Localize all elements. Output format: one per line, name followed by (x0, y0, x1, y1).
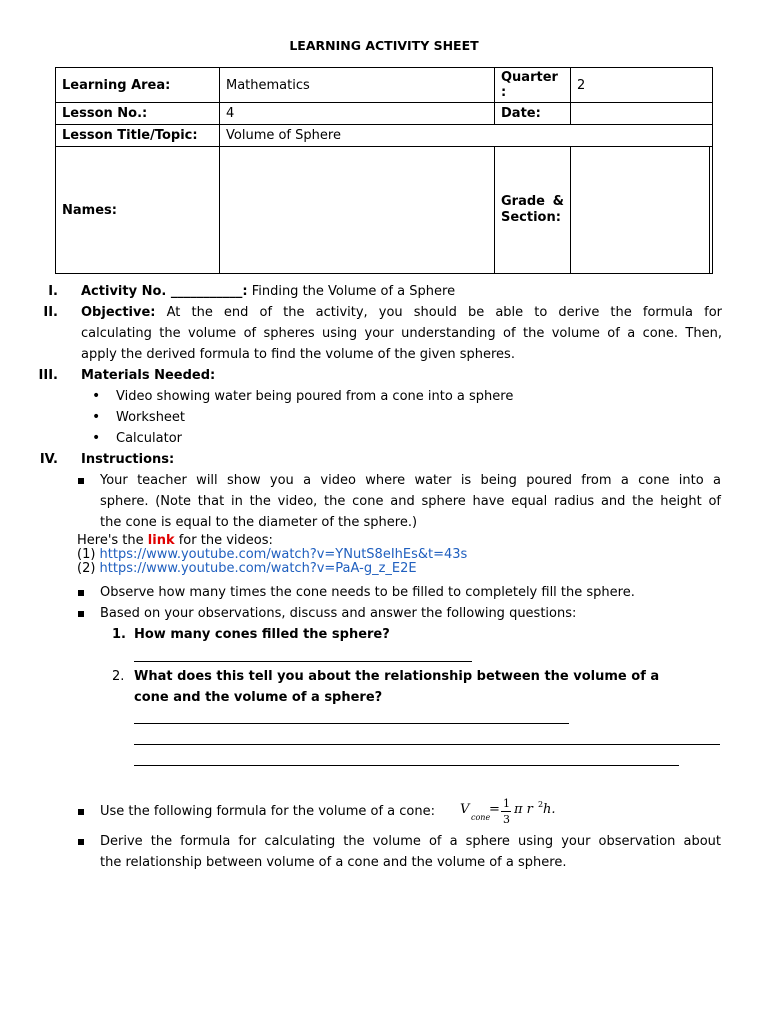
grade-section-label: Grade & Section: (495, 147, 571, 274)
link-intro: Here's the link for the videos: (77, 533, 273, 548)
answer-line-4[interactable] (134, 765, 679, 766)
cone-volume-formula: V cone = 1 3 π r 2 h. (460, 797, 556, 826)
answer-line-3[interactable] (134, 744, 720, 745)
page-title: LEARNING ACTIVITY SHEET (289, 38, 479, 53)
section-i-number: I. (48, 284, 58, 299)
quarter-value[interactable]: 2 (571, 68, 713, 103)
instruction-p1-line-2: sphere. (Note that in the video, the cone and sphere have equal radius and the height of (100, 494, 721, 509)
material-item: Worksheet (116, 410, 186, 425)
date-label: Date: (495, 103, 571, 125)
link-word: link (147, 533, 175, 548)
video-link-2: (2) https://www.youtube.com/watch?v=PaA-g_z_E2E (77, 561, 417, 576)
video-link-2-url[interactable]: https://www.youtube.com/watch?v=PaA-g_z_E2E (99, 561, 417, 576)
lesson-title-value[interactable]: Volume of Sphere (220, 125, 713, 147)
learning-area-label: Learning Area: (56, 68, 220, 103)
question-2-line-1: What does this tell you about the relationship between the volume of a (134, 669, 660, 684)
objective-line-2: calculating the volume of spheres using your understanding of the volume of a cone. Then, (81, 326, 722, 341)
instructions-heading: Instructions: (81, 452, 175, 467)
lesson-no-label: Lesson No.: (56, 103, 220, 125)
square-bullet-icon (78, 809, 84, 815)
date-value[interactable] (571, 103, 713, 125)
observe-instruction: Observe how many times the cone needs to be filled to completely fill the sphere. (100, 585, 635, 600)
answer-line-2[interactable] (134, 723, 569, 724)
video-link-1-url[interactable]: https://www.youtube.com/watch?v=YNutS8eIhEs&t=43s (99, 547, 468, 562)
material-item: Video showing water being poured from a cone into a sphere (116, 389, 514, 404)
video-link-1: (1) https://www.youtube.com/watch?v=YNutS8eIhEs&t=43s (77, 547, 468, 562)
section-ii-number: II. (43, 305, 58, 320)
section-i-text: Activity No. ___________: Finding the Volume of a Sphere (81, 284, 456, 299)
objective-line-3: apply the derived formula to find the volume of the given spheres. (81, 347, 515, 362)
square-bullet-icon (78, 590, 84, 596)
instruction-p1-line-1: Your teacher will show you a video where water is being poured from a cone into a (100, 473, 721, 488)
square-bullet-icon (78, 478, 84, 484)
derive-line-1: Derive the formula for calculating the volume of a sphere using your observation about (100, 834, 721, 849)
names-label: Names: (56, 147, 220, 274)
question-1-text: How many cones filled the sphere? (134, 627, 390, 642)
instruction-p1-line-3: the cone is equal to the diameter of the sphere.) (100, 515, 418, 530)
square-bullet-icon (78, 611, 84, 617)
based-instruction: Based on your observations, discuss and answer the following questions: (100, 606, 577, 621)
section-iii-number: III. (38, 368, 58, 383)
question-2-number: 2. (112, 669, 125, 684)
quarter-label: Quarter : (495, 68, 571, 103)
question-2-line-2: cone and the volume of a sphere? (134, 690, 383, 705)
question-1-number: 1. (112, 627, 126, 642)
learning-area-value[interactable]: Mathematics (220, 68, 495, 103)
materials-heading: Materials Needed: (81, 368, 216, 383)
material-item: Calculator (116, 431, 183, 446)
section-iv-number: IV. (39, 452, 58, 467)
square-bullet-icon (78, 839, 84, 845)
names-field[interactable] (220, 147, 495, 274)
info-table (55, 67, 713, 274)
answer-line-1[interactable] (134, 661, 472, 662)
bullet-dot-icon: • (92, 430, 101, 446)
bullet-dot-icon: • (92, 409, 101, 425)
lesson-no-value[interactable]: 4 (220, 103, 495, 125)
grade-section-field[interactable] (571, 147, 713, 274)
derive-line-2: the relationship between volume of a cone and the volume of a sphere. (100, 855, 567, 870)
bullet-dot-icon: • (92, 388, 101, 404)
use-formula-text: Use the following formula for the volume of a cone: (100, 804, 435, 819)
objective-line-1: Objective: At the end of the activity, you should be able to derive the formula for (81, 305, 722, 320)
lesson-title-label: Lesson Title/Topic: (56, 125, 220, 147)
